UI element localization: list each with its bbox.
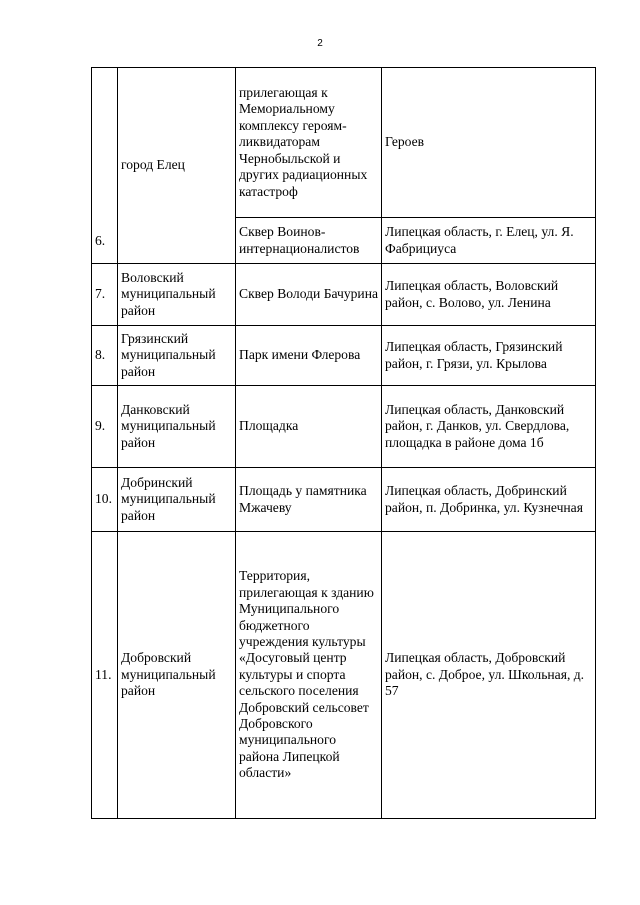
object-name: Парк имени Флерова: [239, 347, 361, 363]
row-number: 10.: [95, 491, 112, 507]
municipality-cell: [118, 532, 236, 819]
municipality-name: Воловский муниципальный район: [121, 269, 216, 318]
row-number-cell: [92, 468, 118, 532]
table-row: [92, 386, 596, 468]
row-number: 11.: [95, 666, 112, 682]
municipality-cell: [118, 326, 236, 386]
row-number: 9.: [95, 418, 106, 434]
address: Липецкая область, Добровский район, с. Доброе, ул. Школьная, д. 57: [385, 650, 585, 699]
table-row: [92, 326, 596, 386]
municipality-cell: [118, 68, 236, 264]
object-name: Сквер Воинов-интернационалистов: [239, 224, 360, 256]
address: Героев: [385, 134, 425, 150]
table-row: [92, 264, 596, 326]
address-cell: [382, 264, 596, 326]
row-number: 7.: [95, 286, 106, 302]
municipality-cell: [118, 468, 236, 532]
address-cell: [382, 326, 596, 386]
table-row: [92, 468, 596, 532]
object-cell: [236, 68, 382, 218]
municipality-name: Грязинский муниципальный район: [121, 330, 216, 379]
row-number-cell: [92, 532, 118, 819]
address-cell: [382, 468, 596, 532]
object-cell: [236, 468, 382, 532]
row-number-cell: [92, 264, 118, 326]
address: Липецкая область, Воловский район, с. Волово, ул. Ленина: [385, 278, 559, 310]
table-row: [92, 68, 596, 218]
object-name: Сквер Володи Бачурина: [239, 286, 379, 302]
address-cell: [382, 386, 596, 468]
address-cell: [382, 68, 596, 218]
row-number-cell: [92, 386, 118, 468]
municipality-name: Добровский муниципальный район: [121, 650, 216, 699]
row-number: 8.: [95, 347, 106, 363]
object-cell: [236, 386, 382, 468]
row-number-cell: [92, 68, 118, 264]
address: Липецкая область, Грязинский район, г. Грязи, ул. Крылова: [385, 339, 563, 371]
row-number: 6.: [95, 233, 106, 249]
object-name: Территория, прилегающая к зданию Муниципального бюджетного учреждения культуры «Досуговый центр культуры и спорта сельского поселения Добровский сельсовет Добровского муниципального района Липецкой области»: [239, 568, 374, 781]
municipality-cell: [118, 264, 236, 326]
address: Липецкая область, Добринский район, п. Добринка, ул. Кузнечная: [385, 483, 583, 515]
object-name: прилегающая к Мемориальному комплексу героям-ликвидаторам Чернобыльской и других радиационных катастроф: [239, 85, 368, 199]
address: Липецкая область, Данковский район, г. Данков, ул. Свердлова, площадка в районе дома 1б: [385, 401, 570, 450]
page-number: 2: [317, 38, 323, 49]
address-cell: [382, 532, 596, 819]
object-cell: [236, 218, 382, 264]
row-number-cell: [92, 326, 118, 386]
municipality-name: Данковский муниципальный район: [121, 401, 216, 450]
object-name: Площадка: [239, 418, 299, 434]
address-cell: [382, 218, 596, 264]
table-row: [92, 532, 596, 819]
municipality-name: город Елец: [121, 157, 185, 173]
locations-table: [91, 67, 596, 819]
object-cell: [236, 532, 382, 819]
object-cell: [236, 264, 382, 326]
object-cell: [236, 326, 382, 386]
municipality-cell: [118, 386, 236, 468]
address: Липецкая область, г. Елец, ул. Я. Фабрициуса: [385, 224, 574, 256]
object-name: Площадь у памятника Мжачеву: [239, 483, 367, 515]
municipality-name: Добринский муниципальный район: [121, 474, 216, 523]
